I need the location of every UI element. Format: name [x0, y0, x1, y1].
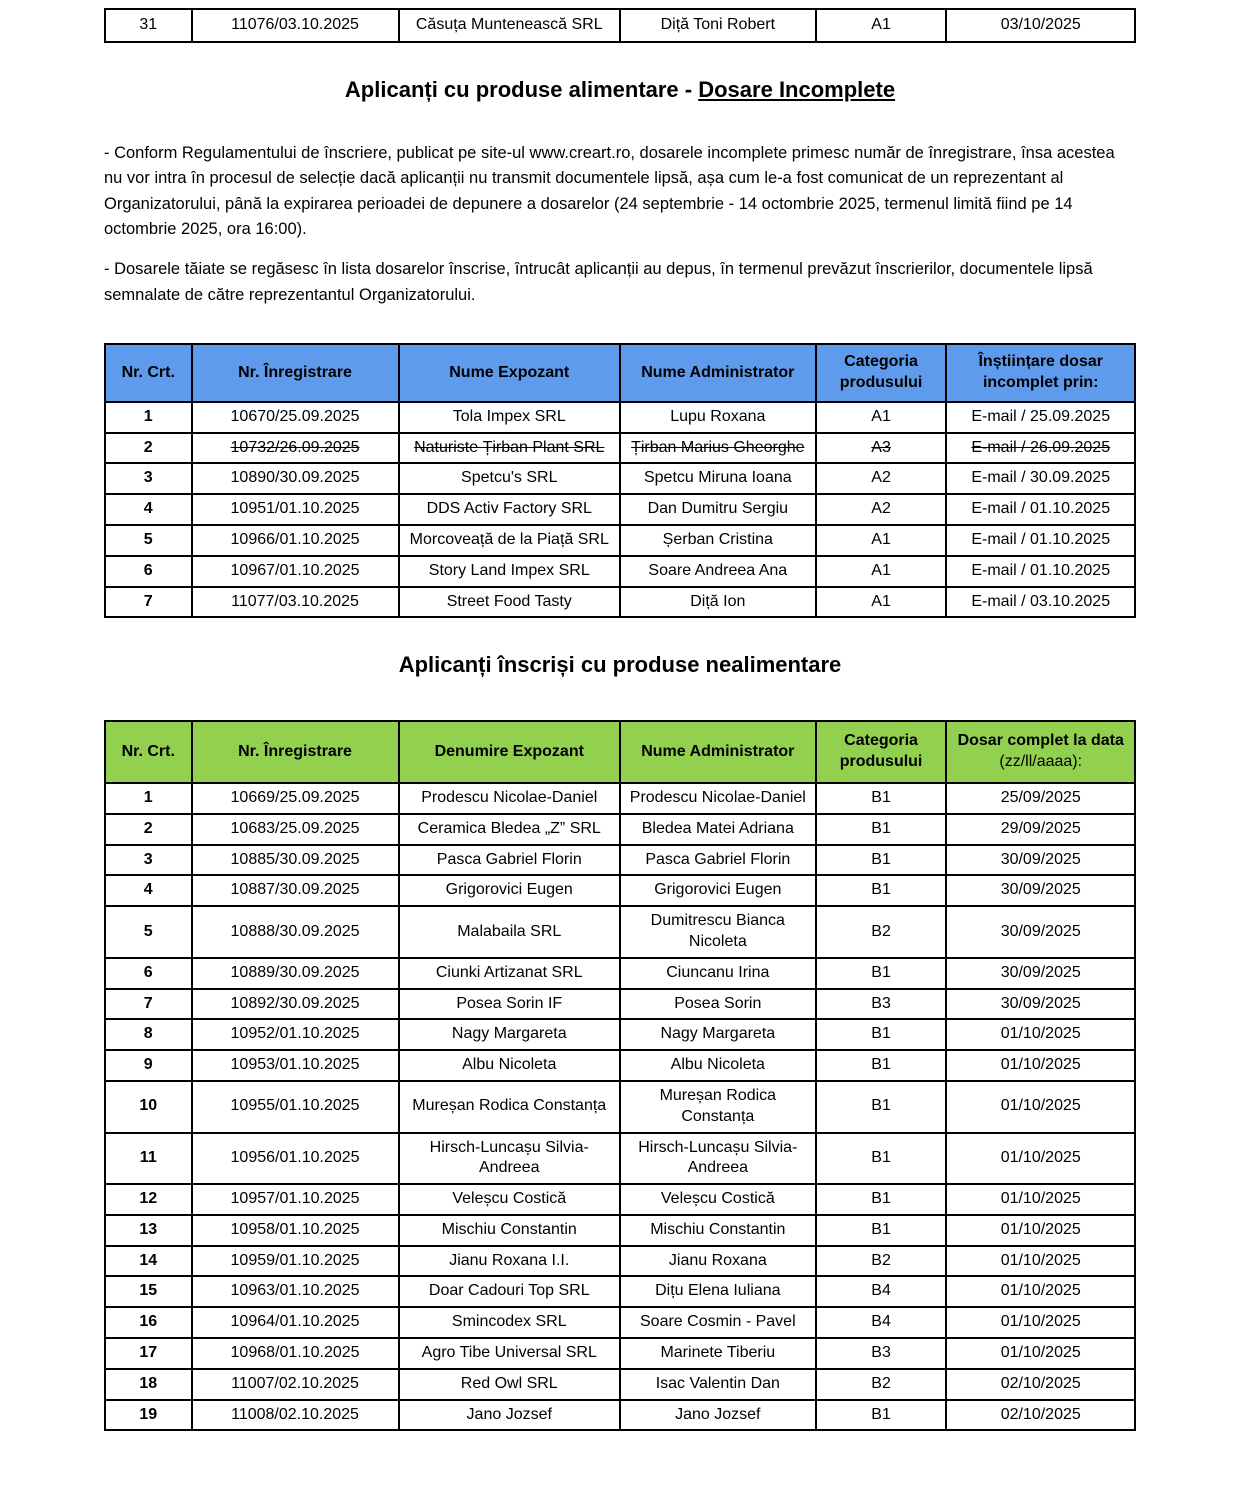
- cell-expozant: Pasca Gabriel Florin: [399, 845, 620, 876]
- incomplete-table: [104, 343, 1136, 618]
- table-row: [105, 433, 1135, 464]
- cell-administrator: Soare Andreea Ana: [620, 556, 816, 587]
- table-row: [105, 1184, 1135, 1215]
- table-row: [105, 587, 1135, 618]
- header-nr-crt: Nr. Crt.: [105, 344, 192, 402]
- cell-administrator: Șerban Cristina: [620, 525, 816, 556]
- cell-registration: 10959/01.10.2025: [192, 1246, 399, 1277]
- cell-nr: 2: [105, 433, 192, 464]
- cell-registration: 10890/30.09.2025: [192, 463, 399, 494]
- table-row: [105, 875, 1135, 906]
- cell-registration: 10669/25.09.2025: [192, 783, 399, 814]
- cell-administrator: Nagy Margareta: [620, 1019, 816, 1050]
- cell-date: 01/10/2025: [946, 1050, 1135, 1081]
- table-row: [105, 9, 1135, 42]
- cell-notification: E-mail / 30.09.2025: [946, 463, 1135, 494]
- header-dosar-complet-bold: Dosar complet la data: [957, 732, 1124, 750]
- cell-category: B4: [816, 1276, 947, 1307]
- cell-date: 30/09/2025: [946, 958, 1135, 989]
- cell-category: B2: [816, 906, 947, 958]
- cell-nr: 4: [105, 875, 192, 906]
- cell-nr: 14: [105, 1246, 192, 1277]
- cell-category: A1: [816, 525, 947, 556]
- table-row: [105, 494, 1135, 525]
- cell-administrator: Soare Cosmin - Pavel: [620, 1307, 816, 1338]
- cell-expozant: Veleșcu Costică: [399, 1184, 620, 1215]
- cell-category: A3: [816, 433, 947, 464]
- cell-category: B1: [816, 1019, 947, 1050]
- cell-registration: 10953/01.10.2025: [192, 1050, 399, 1081]
- cell-administrator: Dan Dumitru Sergiu: [620, 494, 816, 525]
- cell-administrator: Ciuncanu Irina: [620, 958, 816, 989]
- cell-expozant: Mischiu Constantin: [399, 1215, 620, 1246]
- table-row: [105, 1246, 1135, 1277]
- cell-registration: 10887/30.09.2025: [192, 875, 399, 906]
- cell-date: 29/09/2025: [946, 814, 1135, 845]
- paragraph-struck-files: - Dosarele tăiate se regăsesc în lista dosarelor înscrise, întrucât aplicanții au depus, în termenul prevăzut înscrierilor, documentele lipsă semnalate de către reprezentantul Organizatorului.: [104, 260, 1093, 304]
- cell-nr: 7: [105, 989, 192, 1020]
- cell-nr: 6: [105, 556, 192, 587]
- cell-date: 01/10/2025: [946, 1133, 1135, 1185]
- cell-category: A1: [816, 9, 947, 42]
- cell-registration: 11008/02.10.2025: [192, 1400, 399, 1431]
- cell-expozant: Doar Cadouri Top SRL: [399, 1276, 620, 1307]
- cell-date: 03/10/2025: [946, 9, 1135, 42]
- cell-category: B3: [816, 989, 947, 1020]
- cell-nr: 6: [105, 958, 192, 989]
- cell-date: 30/09/2025: [946, 989, 1135, 1020]
- cell-nr: 2: [105, 814, 192, 845]
- cell-registration: 10957/01.10.2025: [192, 1184, 399, 1215]
- cell-registration: 10963/01.10.2025: [192, 1276, 399, 1307]
- cell-registration: 10732/26.09.2025: [192, 433, 399, 464]
- nealimentare-table-header-row: [105, 721, 1135, 783]
- cell-date: 02/10/2025: [946, 1369, 1135, 1400]
- cell-registration: 10955/01.10.2025: [192, 1081, 399, 1133]
- table-row: [105, 525, 1135, 556]
- cell-expozant: Story Land Impex SRL: [399, 556, 620, 587]
- cell-category: B1: [816, 1184, 947, 1215]
- cell-expozant: Ceramica Bledea „Z” SRL: [399, 814, 620, 845]
- incomplete-table-header-row: [105, 344, 1135, 402]
- cell-registration: 10966/01.10.2025: [192, 525, 399, 556]
- cell-nr: 8: [105, 1019, 192, 1050]
- cell-notification: E-mail / 01.10.2025: [946, 494, 1135, 525]
- table-row: [105, 1019, 1135, 1050]
- cell-date: 01/10/2025: [946, 1307, 1135, 1338]
- cell-administrator: Mischiu Constantin: [620, 1215, 816, 1246]
- cell-nr: 3: [105, 463, 192, 494]
- cell-category: B1: [816, 1133, 947, 1185]
- cell-category: B1: [816, 1215, 947, 1246]
- cell-nr: 13: [105, 1215, 192, 1246]
- cell-date: 01/10/2025: [946, 1081, 1135, 1133]
- cell-expozant: Căsuța Muntenească SRL: [399, 9, 620, 42]
- cell-registration: 11007/02.10.2025: [192, 1369, 399, 1400]
- cell-expozant: DDS Activ Factory SRL: [399, 494, 620, 525]
- header-nr-inregistrare: Nr. Înregistrare: [192, 721, 399, 783]
- cell-administrator: Diță Ion: [620, 587, 816, 618]
- cell-notification: E-mail / 25.09.2025: [946, 402, 1135, 433]
- cell-administrator: Isac Valentin Dan: [620, 1369, 816, 1400]
- cell-nr: 7: [105, 587, 192, 618]
- cell-administrator: Țirban Marius Gheorghe: [620, 433, 816, 464]
- cell-date: 01/10/2025: [946, 1338, 1135, 1369]
- cell-expozant: Morcoveață de la Piață SRL: [399, 525, 620, 556]
- cell-category: A1: [816, 556, 947, 587]
- cell-category: B4: [816, 1307, 947, 1338]
- table-row: [105, 958, 1135, 989]
- table-row: [105, 1050, 1135, 1081]
- header-categoria: Categoria produsului: [816, 721, 947, 783]
- cell-expozant: Smincodex SRL: [399, 1307, 620, 1338]
- cell-registration: 10964/01.10.2025: [192, 1307, 399, 1338]
- cell-nr: 16: [105, 1307, 192, 1338]
- cell-notification: E-mail / 01.10.2025: [946, 525, 1135, 556]
- cell-notification: E-mail / 01.10.2025: [946, 556, 1135, 587]
- cell-administrator: Marinete Tiberiu: [620, 1338, 816, 1369]
- table-row: [105, 1133, 1135, 1185]
- table-row: [105, 1400, 1135, 1431]
- cell-expozant: Agro Tibe Universal SRL: [399, 1338, 620, 1369]
- cell-category: A2: [816, 463, 947, 494]
- cell-nr: 4: [105, 494, 192, 525]
- cell-nr: 18: [105, 1369, 192, 1400]
- cell-category: B2: [816, 1246, 947, 1277]
- cell-registration: 11076/03.10.2025: [192, 9, 399, 42]
- cell-nr: 12: [105, 1184, 192, 1215]
- paragraph-regulation: - Conform Regulamentului de înscriere, publicat pe site-ul www.creart.ro, dosarele incomplete primesc număr de înregistrare, însa acestea nu vor intra în procesul de selecție dacă aplicanții nu transmit documentele lipsă, așa cum le-a fost comunicat de un reprezentant al Organizatorului, până la expirarea perioadei de depunere a dosarelor (24 septembrie - 14 octombrie 2025, termenul limită fiind pe 14 octombrie 2025, ora 16:00).: [104, 143, 1115, 239]
- header-nr-crt: Nr. Crt.: [105, 721, 192, 783]
- cell-expozant: Prodescu Nicolae-Daniel: [399, 783, 620, 814]
- cell-administrator: Veleșcu Costică: [620, 1184, 816, 1215]
- cell-registration: 10888/30.09.2025: [192, 906, 399, 958]
- cell-nr: 10: [105, 1081, 192, 1133]
- cell-administrator: Grigorovici Eugen: [620, 875, 816, 906]
- nealimentare-table: [104, 720, 1136, 1431]
- header-denumire-expozant: Denumire Expozant: [399, 721, 620, 783]
- cell-date: 30/09/2025: [946, 906, 1135, 958]
- cell-registration: 10952/01.10.2025: [192, 1019, 399, 1050]
- header-dosar-complet: [946, 721, 1135, 783]
- cell-registration: 10967/01.10.2025: [192, 556, 399, 587]
- header-instiintare: Înștiințare dosar incomplet prin:: [946, 344, 1135, 402]
- cell-nr: 31: [105, 9, 192, 42]
- cell-category: B1: [816, 845, 947, 876]
- cell-category: B1: [816, 783, 947, 814]
- cell-date: 25/09/2025: [946, 783, 1135, 814]
- table-row: [105, 556, 1135, 587]
- cell-registration: 10951/01.10.2025: [192, 494, 399, 525]
- cell-administrator: Bledea Matei Adriana: [620, 814, 816, 845]
- cell-nr: 19: [105, 1400, 192, 1431]
- section-title-nealimentare: Aplicanți înscriși cu produse nealimentare: [398, 652, 842, 678]
- table-row: [105, 463, 1135, 494]
- table-row: [105, 1338, 1135, 1369]
- cell-date: 30/09/2025: [946, 845, 1135, 876]
- cell-registration: 10889/30.09.2025: [192, 958, 399, 989]
- table-row: [105, 845, 1135, 876]
- cell-administrator: Prodescu Nicolae-Daniel: [620, 783, 816, 814]
- header-nr-inregistrare: Nr. Înregistrare: [192, 344, 399, 402]
- table-row: [105, 989, 1135, 1020]
- cell-expozant: Ciunki Artizanat SRL: [399, 958, 620, 989]
- cell-expozant: Grigorovici Eugen: [399, 875, 620, 906]
- cell-date: 01/10/2025: [946, 1019, 1135, 1050]
- cell-expozant: Red Owl SRL: [399, 1369, 620, 1400]
- cell-registration: 10968/01.10.2025: [192, 1338, 399, 1369]
- table-row: [105, 783, 1135, 814]
- cell-category: A1: [816, 402, 947, 433]
- cell-registration: 10885/30.09.2025: [192, 845, 399, 876]
- cell-expozant: Albu Nicoleta: [399, 1050, 620, 1081]
- cell-registration: 11077/03.10.2025: [192, 587, 399, 618]
- header-categoria: Categoria produsului: [816, 344, 947, 402]
- header-dosar-complet-format: (zz/ll/aaaa):: [999, 753, 1083, 771]
- cell-nr: 17: [105, 1338, 192, 1369]
- cell-expozant: Malabaila SRL: [399, 906, 620, 958]
- cell-expozant: Spetcu's SRL: [399, 463, 620, 494]
- cell-category: A1: [816, 587, 947, 618]
- table-row: [105, 402, 1135, 433]
- cell-expozant: Hirsch-Luncașu Silvia-Andreea: [399, 1133, 620, 1185]
- cell-nr: 11: [105, 1133, 192, 1185]
- cell-registration: 10670/25.09.2025: [192, 402, 399, 433]
- title-underlined-part: Dosare Incomplete: [698, 76, 896, 102]
- cell-administrator: Posea Sorin: [620, 989, 816, 1020]
- cell-administrator: Jianu Roxana: [620, 1246, 816, 1277]
- cell-notification: E-mail / 26.09.2025: [946, 433, 1135, 464]
- cell-date: 30/09/2025: [946, 875, 1135, 906]
- cell-expozant: Naturiste Țirban Plant SRL: [399, 433, 620, 464]
- cell-date: 01/10/2025: [946, 1246, 1135, 1277]
- table-row: [105, 906, 1135, 958]
- cell-category: B1: [816, 875, 947, 906]
- cell-administrator: Dițu Elena Iuliana: [620, 1276, 816, 1307]
- cell-administrator: Dumitrescu Bianca Nicoleta: [620, 906, 816, 958]
- cell-category: A2: [816, 494, 947, 525]
- cell-administrator: Pasca Gabriel Florin: [620, 845, 816, 876]
- cell-category: B1: [816, 1400, 947, 1431]
- cell-nr: 15: [105, 1276, 192, 1307]
- cell-expozant: Mureșan Rodica Constanța: [399, 1081, 620, 1133]
- table-row: [105, 1369, 1135, 1400]
- cell-registration: 10892/30.09.2025: [192, 989, 399, 1020]
- cell-nr: 5: [105, 525, 192, 556]
- cell-category: B1: [816, 1081, 947, 1133]
- cell-nr: 1: [105, 783, 192, 814]
- cell-nr: 9: [105, 1050, 192, 1081]
- header-nume-administrator: Nume Administrator: [620, 721, 816, 783]
- cell-date: 01/10/2025: [946, 1215, 1135, 1246]
- table-row: [105, 1307, 1135, 1338]
- nealimentare-table-body: [105, 783, 1135, 1431]
- cell-category: B1: [816, 814, 947, 845]
- cell-administrator: Jano Jozsef: [620, 1400, 816, 1431]
- cell-registration: 10683/25.09.2025: [192, 814, 399, 845]
- table-row: [105, 1081, 1135, 1133]
- alimentare-table-continuation: [104, 8, 1136, 43]
- table-row: [105, 814, 1135, 845]
- cell-administrator: Mureșan Rodica Constanța: [620, 1081, 816, 1133]
- cell-nr: 3: [105, 845, 192, 876]
- cell-nr: 1: [105, 402, 192, 433]
- table-row: [105, 1215, 1135, 1246]
- cell-expozant: Tola Impex SRL: [399, 402, 620, 433]
- cell-expozant: Posea Sorin IF: [399, 989, 620, 1020]
- title-prefix: Aplicanți cu produse alimentare -: [344, 76, 699, 102]
- cell-date: 02/10/2025: [946, 1400, 1135, 1431]
- header-nume-expozant: Nume Expozant: [399, 344, 620, 402]
- table-row: [105, 1276, 1135, 1307]
- cell-administrator: Albu Nicoleta: [620, 1050, 816, 1081]
- cell-notification: E-mail / 03.10.2025: [946, 587, 1135, 618]
- cell-nr: 5: [105, 906, 192, 958]
- cell-expozant: Nagy Margareta: [399, 1019, 620, 1050]
- cell-category: B2: [816, 1369, 947, 1400]
- cell-category: B1: [816, 1050, 947, 1081]
- cell-category: B3: [816, 1338, 947, 1369]
- cell-expozant: Street Food Tasty: [399, 587, 620, 618]
- cell-registration: 10958/01.10.2025: [192, 1215, 399, 1246]
- cell-expozant: Jano Jozsef: [399, 1400, 620, 1431]
- cell-administrator: Hirsch-Luncașu Silvia-Andreea: [620, 1133, 816, 1185]
- cell-administrator: Diță Toni Robert: [620, 9, 816, 42]
- incomplete-table-body: [105, 402, 1135, 618]
- cell-date: 01/10/2025: [946, 1276, 1135, 1307]
- section-title-incomplete: [104, 77, 1136, 103]
- cell-administrator: Spetcu Miruna Ioana: [620, 463, 816, 494]
- cell-expozant: Jianu Roxana I.I.: [399, 1246, 620, 1277]
- header-nume-administrator: Nume Administrator: [620, 344, 816, 402]
- cell-date: 01/10/2025: [946, 1184, 1135, 1215]
- cell-category: B1: [816, 958, 947, 989]
- cell-registration: 10956/01.10.2025: [192, 1133, 399, 1185]
- cell-administrator: Lupu Roxana: [620, 402, 816, 433]
